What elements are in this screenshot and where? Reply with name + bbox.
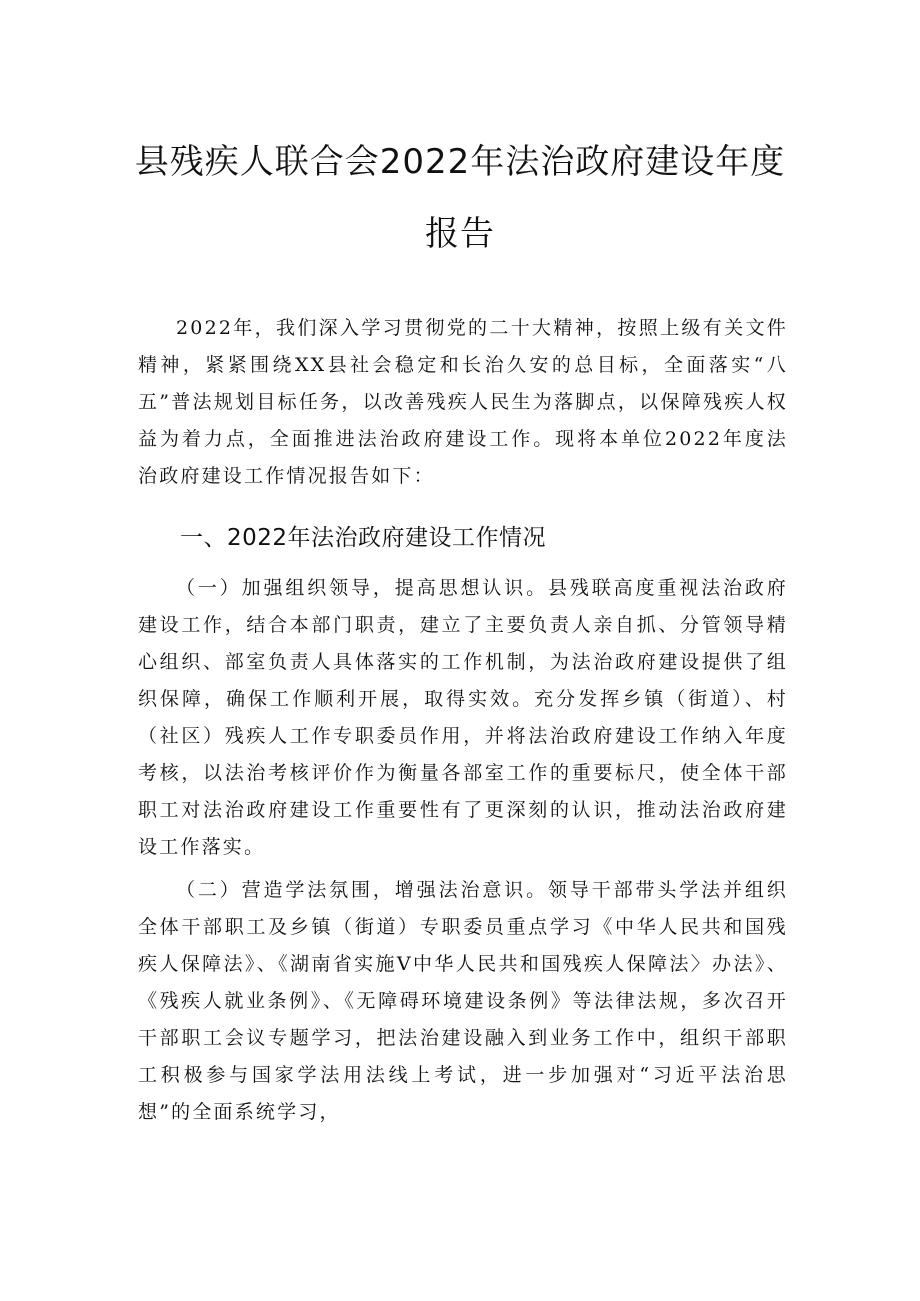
intro-paragraph-block xyxy=(138,310,788,495)
paragraph-block-2 xyxy=(138,872,788,1131)
paragraph-block-1 xyxy=(138,570,788,866)
document-title-line-2: 报告 xyxy=(425,214,495,254)
paragraph-organization-leadership: （一）加强组织领导，提高思想认识。县残联高度重视法治政府建设工作，结合本部门职责，建立了主要负责人亲自抓、分管领导精心组织、部室负责人具体落实的工作机制，为法治政府建设提供了组织保障，确保工作顺利开展，取得实效。充分发挥乡镇（街道）、村（社区）残疾人工作专职委员作用，并将法治政府建设工作纳入年度考核，以法治考核评价作为衡量各部室工作的重要标尺，使全体干部职工对法治政府建设工作重要性有了更深刻的认识，推动法治政府建设工作落实。 xyxy=(138,577,788,858)
section-heading-1: 一、2022年法治政府建设工作情况 xyxy=(180,525,547,551)
intro-paragraph: 2022年，我们深入学习贯彻党的二十大精神，按照上级有关文件精神，紧紧围绕XX县社会稳定和长治久安的总目标，全面落实“八五”普法规划目标任务，以改善残疾人民生为落脚点，以保障残疾人权益为着力点，全面推进法治政府建设工作。现将本单位2022年度法治政府建设工作情况报告如下： xyxy=(138,317,788,487)
paragraph-legal-study-atmosphere: （二）营造学法氛围，增强法治意识。领导干部带头学法并组织全体干部职工及乡镇（街道）专职委员重点学习《中华人民共和国残疾人保障法》、《湖南省实施V中华人民共和国残疾人保障法〉办法》、《残疾人就业条例》、《无障碍环境建设条例》等法律法规，多次召开干部职工会议专题学习，把法治建设融入到业务工作中，组织干部职工积极参与国家学法用法线上考试，进一步加强对“习近平法治思想”的全面系统学习， xyxy=(138,879,788,1123)
document-title-line-1: 县残疾人联合会2022年法治政府建设年度 xyxy=(134,142,786,182)
